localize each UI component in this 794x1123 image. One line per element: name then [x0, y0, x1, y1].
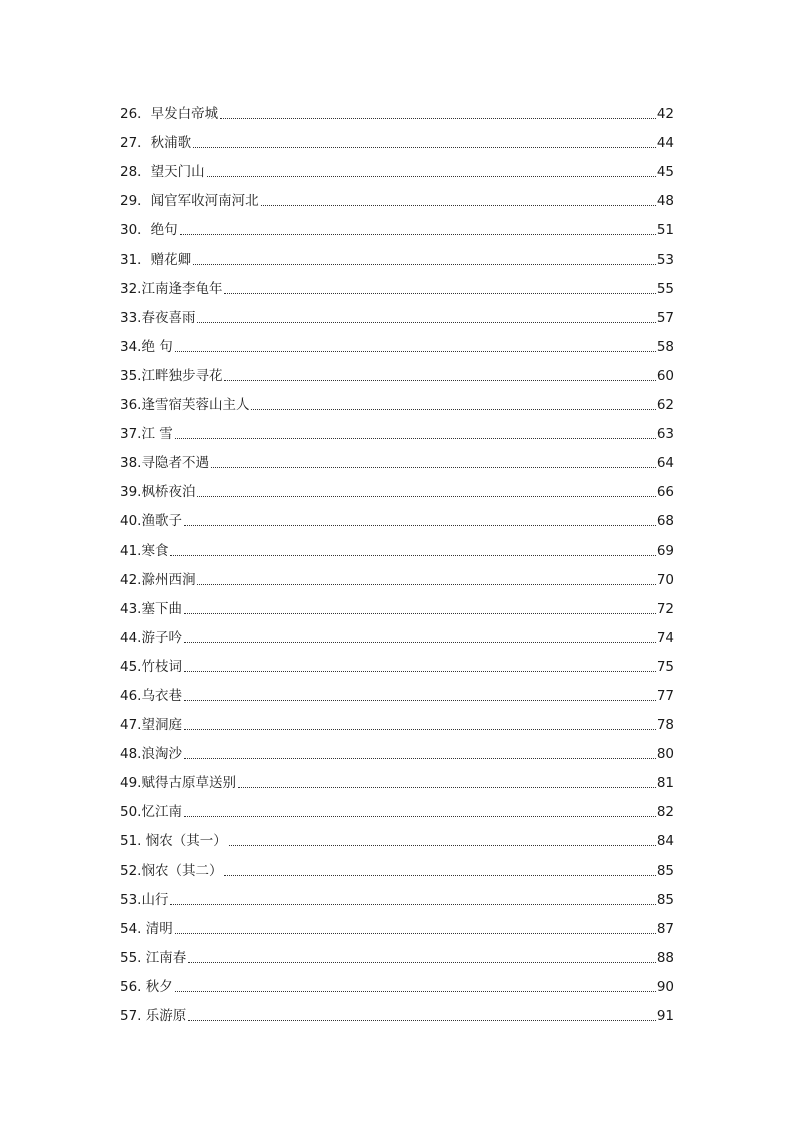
toc-entry[interactable] [120, 793, 674, 822]
toc-entry-title: 56. 秋夕 [120, 978, 173, 995]
dot-leader [175, 438, 656, 439]
toc-entry-title: 30．绝句 [120, 222, 178, 239]
toc-entry-title: 33.春夜喜雨 [120, 309, 196, 326]
toc-entry[interactable] [120, 502, 674, 531]
toc-entry-page-number: 78 [656, 717, 674, 734]
toc-entry-title: 40.渔歌子 [120, 513, 182, 530]
toc-entry-title: 37.江 雪 [120, 426, 173, 443]
dot-leader [170, 904, 655, 905]
toc-entry-title: 39.枫桥夜泊 [120, 484, 196, 501]
toc-entry-page-number: 77 [656, 687, 674, 704]
toc-entry[interactable] [120, 240, 674, 269]
toc-entry[interactable] [120, 968, 674, 997]
toc-entry[interactable] [120, 328, 674, 357]
toc-entry-page-number: 66 [656, 484, 674, 501]
toc-entry-title: 41.寒食 [120, 542, 169, 559]
toc-entry[interactable] [120, 444, 674, 473]
dot-leader [184, 758, 656, 759]
toc-entry-title: 51. 悯农（其一） [120, 833, 227, 850]
toc-entry-page-number: 75 [656, 658, 674, 675]
toc-entry-title: 55. 江南春 [120, 949, 187, 966]
toc-entry-page-number: 81 [656, 775, 674, 792]
toc-entry-page-number: 60 [656, 367, 674, 384]
toc-entry-page-number: 44 [656, 135, 674, 152]
dot-leader [220, 118, 656, 119]
toc-entry-page-number: 69 [656, 542, 674, 559]
toc-entry-title: 44.游子吟 [120, 629, 182, 646]
dot-leader [180, 234, 656, 235]
toc-entry-page-number: 70 [656, 571, 674, 588]
dot-leader [188, 962, 656, 963]
toc-entry-page-number: 84 [656, 833, 674, 850]
toc-entry[interactable] [120, 386, 674, 415]
toc-entry[interactable] [120, 415, 674, 444]
toc-entry-title: 46.乌衣巷 [120, 687, 182, 704]
toc-entry[interactable] [120, 561, 674, 590]
dot-leader [175, 991, 656, 992]
toc-entry-page-number: 58 [656, 338, 674, 355]
toc-entry-page-number: 64 [656, 455, 674, 472]
toc-entry[interactable] [120, 822, 674, 851]
toc-entry-page-number: 48 [656, 193, 674, 210]
toc-entry[interactable] [120, 764, 674, 793]
toc-entry-page-number: 80 [656, 746, 674, 763]
toc-entry-title: 32.江南逢李龟年 [120, 280, 223, 297]
toc-entry-page-number: 68 [656, 513, 674, 530]
toc-entry[interactable] [120, 997, 674, 1026]
toc-entry-title: 29．闻官军收河南河北 [120, 193, 259, 210]
toc-entry[interactable] [120, 735, 674, 764]
toc-entry-title: 52.悯农（其二） [120, 862, 223, 879]
toc-entry-page-number: 82 [656, 804, 674, 821]
toc-entry[interactable] [120, 531, 674, 560]
toc-entry-title: 27．秋浦歌 [120, 135, 192, 152]
toc-entry[interactable] [120, 619, 674, 648]
dot-leader [238, 787, 656, 788]
toc-entry[interactable] [120, 357, 674, 386]
toc-entry[interactable] [120, 182, 674, 211]
toc-entry-title: 53.山行 [120, 891, 169, 908]
dot-leader [184, 613, 656, 614]
toc-entry-title: 42.滁州西涧 [120, 571, 196, 588]
dot-leader [184, 642, 656, 643]
dot-leader [197, 322, 655, 323]
dot-leader [229, 845, 656, 846]
dot-leader [184, 671, 656, 672]
toc-entry[interactable] [120, 648, 674, 677]
toc-entry-page-number: 91 [656, 1008, 674, 1024]
dot-leader [224, 293, 655, 294]
toc-entry[interactable] [120, 124, 674, 153]
toc-entry-page-number: 85 [656, 891, 674, 908]
toc-entry-title: 48.浪淘沙 [120, 746, 182, 763]
toc-entry-page-number: 72 [656, 600, 674, 617]
toc-entry-title: 38.寻隐者不遇 [120, 455, 209, 472]
dot-leader [170, 555, 655, 556]
toc-entry-title: 45.竹枝词 [120, 658, 182, 675]
toc-entry-page-number: 51 [656, 222, 674, 239]
toc-entry-page-number: 88 [656, 949, 674, 966]
dot-leader [211, 467, 656, 468]
dot-leader [193, 147, 656, 148]
toc-entry[interactable] [120, 939, 674, 968]
toc-entry-title: 57. 乐游原 [120, 1008, 187, 1024]
dot-leader [175, 933, 656, 934]
dot-leader [184, 729, 656, 730]
dot-leader [224, 875, 655, 876]
toc-entry-title: 36.逢雪宿芙蓉山主人 [120, 397, 250, 414]
dot-leader [184, 816, 656, 817]
toc-entry-page-number: 90 [656, 978, 674, 995]
dot-leader [224, 380, 655, 381]
dot-leader [193, 264, 656, 265]
toc-entry-page-number: 57 [656, 309, 674, 326]
dot-leader [197, 496, 655, 497]
toc-entry[interactable] [120, 590, 674, 619]
toc-entry-title: 47.望洞庭 [120, 717, 182, 734]
toc-entry-page-number: 42 [656, 106, 674, 123]
toc-entry-page-number: 63 [656, 426, 674, 443]
dot-leader [188, 1020, 656, 1021]
toc-entry[interactable] [120, 153, 674, 182]
toc-entry-title: 35.江畔独步寻花 [120, 367, 223, 384]
toc-entry-page-number: 45 [656, 164, 674, 181]
toc-entry-page-number: 74 [656, 629, 674, 646]
toc-entry[interactable] [120, 473, 674, 502]
dot-leader [175, 351, 656, 352]
toc-entry-page-number: 53 [656, 251, 674, 268]
dot-leader [197, 584, 655, 585]
toc-entry[interactable] [120, 211, 674, 240]
toc-entry-title: 26．早发白帝城 [120, 106, 219, 123]
toc-entry-title: 50.忆江南 [120, 804, 182, 821]
table-of-contents [120, 95, 674, 1026]
toc-entry-title: 28．望天门山 [120, 164, 205, 181]
toc-entry[interactable] [120, 270, 674, 299]
dot-leader [261, 205, 656, 206]
toc-entry[interactable] [120, 95, 674, 124]
toc-entry[interactable] [120, 851, 674, 880]
toc-entry-title: 31．赠花卿 [120, 251, 192, 268]
dot-leader [251, 409, 655, 410]
toc-entry-page-number: 55 [656, 280, 674, 297]
toc-entry[interactable] [120, 677, 674, 706]
toc-entry-title: 54. 清明 [120, 920, 173, 937]
toc-entry[interactable] [120, 299, 674, 328]
toc-entry-title: 34.绝 句 [120, 338, 173, 355]
toc-entry[interactable] [120, 910, 674, 939]
toc-entry-page-number: 85 [656, 862, 674, 879]
dot-leader [184, 700, 656, 701]
toc-entry-page-number: 87 [656, 920, 674, 937]
dot-leader [184, 525, 656, 526]
toc-entry[interactable] [120, 706, 674, 735]
toc-entry-title: 49.赋得古原草送别 [120, 775, 236, 792]
toc-entry-title: 43.塞下曲 [120, 600, 182, 617]
toc-entry[interactable] [120, 881, 674, 910]
toc-entry-page-number: 62 [656, 397, 674, 414]
dot-leader [207, 176, 656, 177]
